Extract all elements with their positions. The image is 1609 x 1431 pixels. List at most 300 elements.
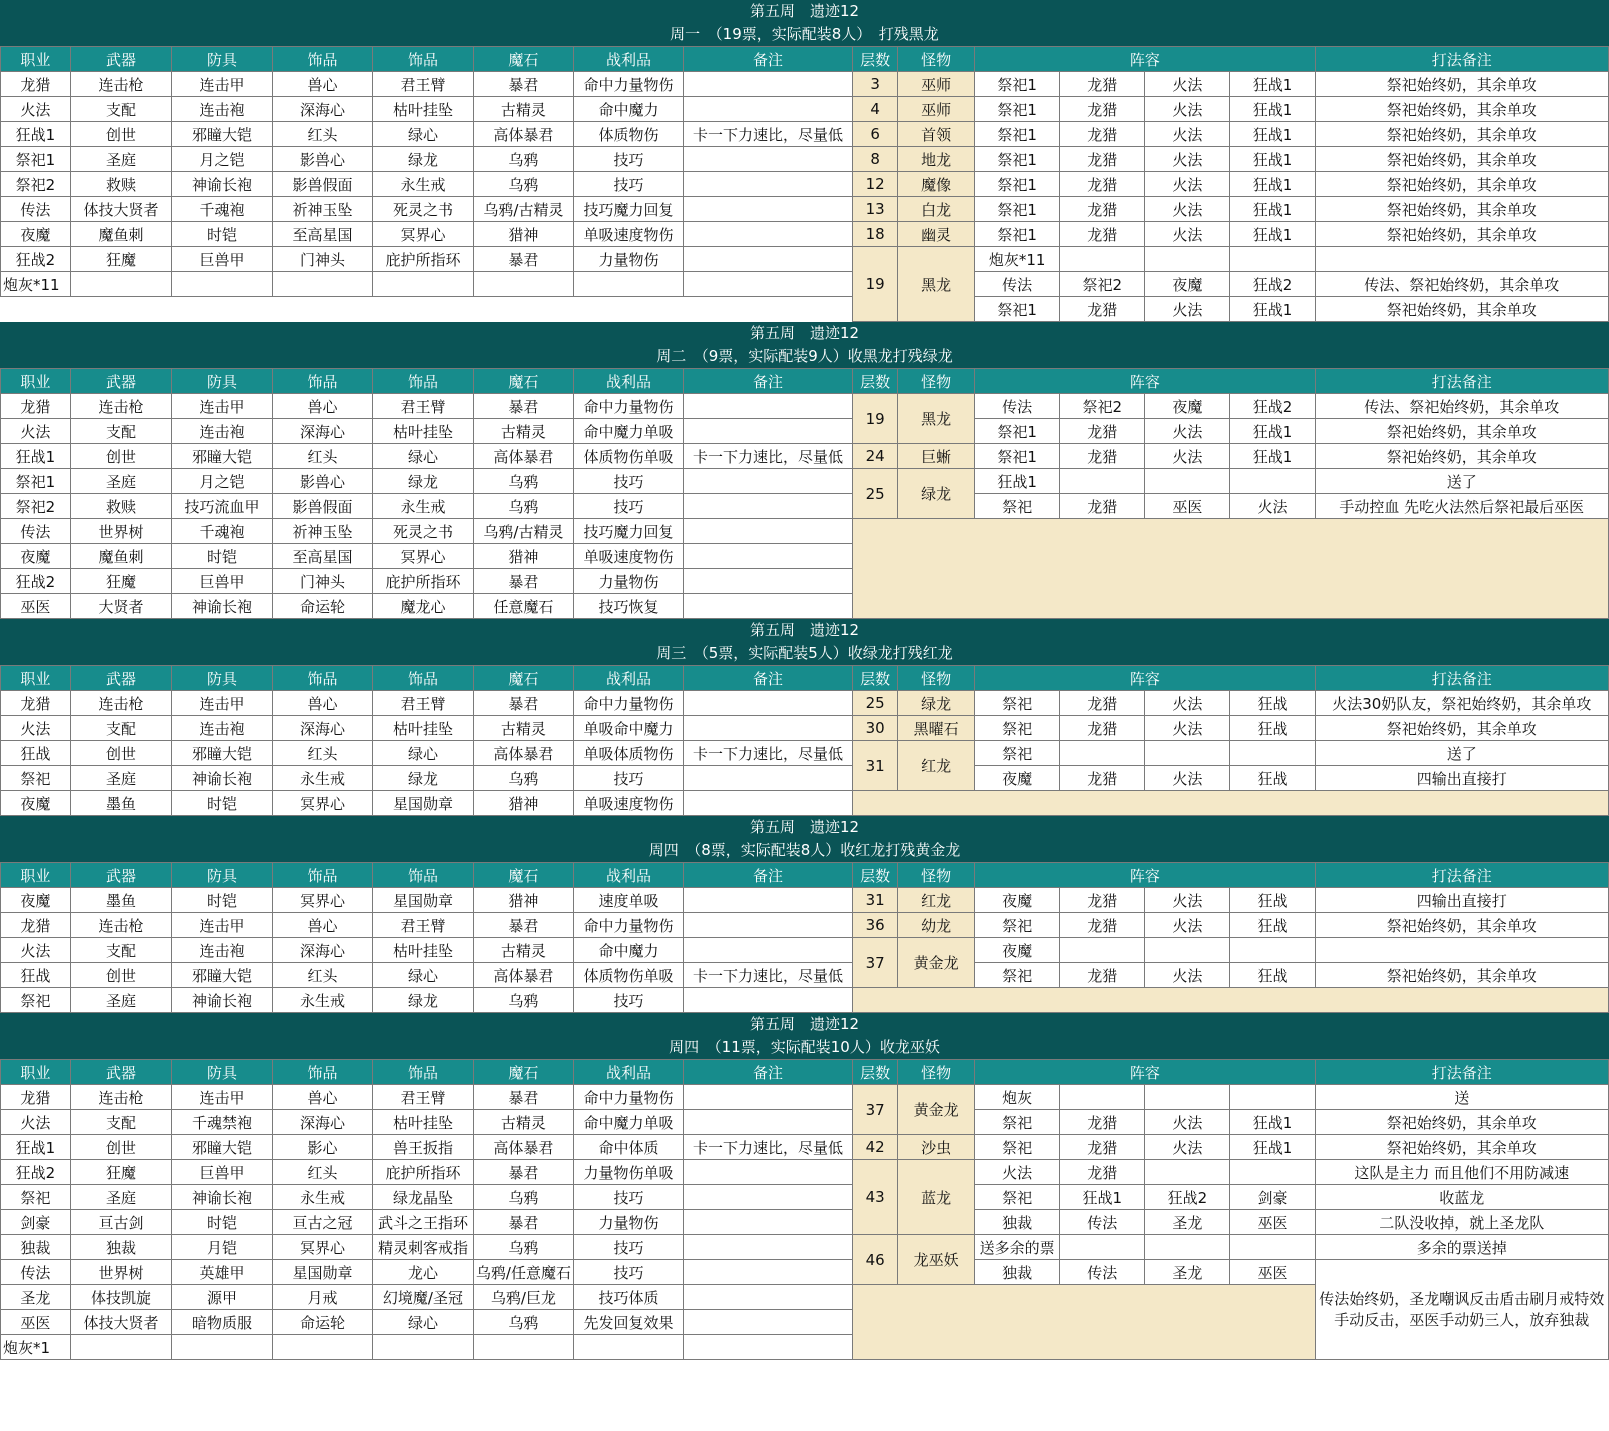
gear-cell: 永生戒	[373, 172, 473, 197]
monster-cell: 巫师	[898, 97, 975, 122]
gear-cell: 大贤者	[70, 594, 172, 619]
section-subtitle: 周一 （19票，实际配装8人） 打残黑龙	[0, 23, 1609, 46]
monster-cell: 沙虫	[898, 1135, 975, 1160]
gear-cell: 墨鱼	[70, 888, 172, 913]
gear-cell: 绿心	[373, 122, 473, 147]
role-cell: 夜魔	[1, 791, 71, 816]
table-row	[1, 1210, 1609, 1235]
column-header: 怪物	[898, 863, 975, 888]
monster-cell: 绿龙	[898, 469, 975, 519]
gear-cell: 乌鸦	[473, 147, 573, 172]
gear-cell: 力量物伤单吸	[574, 1160, 684, 1185]
tactic-note-cell: 二队没收掉，就上圣龙队	[1315, 1210, 1608, 1235]
remark-cell	[683, 691, 852, 716]
gear-cell: 源甲	[172, 1285, 272, 1310]
gear-cell: 乌鸦/古精灵	[473, 197, 573, 222]
column-header: 饰品	[272, 1060, 372, 1085]
team-member-cell: 龙猎	[1060, 147, 1145, 172]
gear-cell: 乌鸦/任意魔石	[473, 1260, 573, 1285]
remark-cell	[683, 419, 852, 444]
section-subtitle: 周二 （9票，实际配装9人）收黑龙打残绿龙	[0, 345, 1609, 368]
gear-cell: 支配	[70, 1110, 172, 1135]
gear-cell: 古精灵	[473, 97, 573, 122]
team-member-cell: 狂战1	[1230, 122, 1315, 147]
monster-cell: 龙巫妖	[898, 1235, 975, 1285]
column-header: 阵容	[975, 1060, 1315, 1085]
gear-cell: 绿龙	[373, 469, 473, 494]
gear-cell: 时铠	[172, 791, 272, 816]
gear-cell: 君王臂	[373, 691, 473, 716]
header-row	[1, 666, 1609, 691]
team-member-cell: 龙猎	[1060, 1110, 1145, 1135]
gear-cell: 连击枪	[70, 691, 172, 716]
monster-cell: 巨蜥	[898, 444, 975, 469]
column-header: 层数	[853, 47, 898, 72]
team-member-cell: 祭祀1	[975, 444, 1060, 469]
column-header: 饰品	[272, 369, 372, 394]
team-member-cell	[1230, 741, 1315, 766]
team-member-cell: 炮灰	[975, 1085, 1060, 1110]
role-cell: 夜魔	[1, 222, 71, 247]
table-row	[1, 1110, 1609, 1135]
remark-cell: 卡一下力速比，尽量低	[683, 963, 852, 988]
monster-cell: 绿龙	[898, 691, 975, 716]
team-member-cell: 龙猎	[1060, 716, 1145, 741]
team-member-cell: 火法	[1145, 1135, 1230, 1160]
gear-cell: 时铠	[172, 222, 272, 247]
team-member-cell	[1060, 741, 1145, 766]
gear-cell: 乌鸦	[473, 172, 573, 197]
tactic-note-cell: 祭祀始终奶，其余单攻	[1315, 963, 1608, 988]
gear-cell	[373, 1335, 473, 1360]
schedule-table	[0, 862, 1609, 1013]
column-header: 阵容	[975, 666, 1315, 691]
remark-cell	[683, 172, 852, 197]
table-row	[1, 419, 1609, 444]
column-header: 层数	[853, 1060, 898, 1085]
team-member-cell	[1145, 1235, 1230, 1260]
role-cell: 祭祀	[1, 1185, 71, 1210]
team-member-cell: 火法	[1145, 97, 1230, 122]
gear-cell: 庇护所指环	[373, 247, 473, 272]
team-member-cell: 龙猎	[1060, 297, 1145, 322]
gear-cell	[70, 1335, 172, 1360]
gear-cell: 邪瞳大铠	[172, 963, 272, 988]
table-row	[1, 1235, 1609, 1260]
gear-cell: 冥界心	[272, 888, 372, 913]
column-header: 层数	[853, 863, 898, 888]
column-header: 职业	[1, 666, 71, 691]
role-cell: 祭祀2	[1, 172, 71, 197]
team-member-cell	[1230, 1160, 1315, 1185]
tactic-note-cell: 祭祀始终奶，其余单攻	[1315, 444, 1608, 469]
section-subtitle: 周三 （5票，实际配装5人）收绿龙打残红龙	[0, 642, 1609, 665]
remark-cell	[683, 988, 852, 1013]
team-member-cell: 龙猎	[1060, 222, 1145, 247]
header-row	[1, 369, 1609, 394]
team-member-cell: 祭祀	[975, 741, 1060, 766]
gear-cell: 连击袍	[172, 716, 272, 741]
gear-cell: 门神头	[272, 569, 372, 594]
gear-cell: 君王臂	[373, 72, 473, 97]
team-member-cell: 火法	[1145, 419, 1230, 444]
column-header: 打法备注	[1315, 666, 1608, 691]
empty-area	[853, 519, 1609, 619]
section-title: 第五周 遗迹12	[0, 816, 1609, 839]
team-member-cell: 狂战2	[1230, 394, 1315, 419]
team-member-cell: 祭祀1	[975, 197, 1060, 222]
table-row	[1, 888, 1609, 913]
team-member-cell: 龙猎	[1060, 494, 1145, 519]
gear-cell: 红头	[272, 1160, 372, 1185]
gear-cell	[272, 1335, 372, 1360]
tactic-note-cell: 火法30奶队友，祭祀始终奶，其余单攻	[1315, 691, 1608, 716]
gear-cell: 猎神	[473, 544, 573, 569]
gear-cell: 千魂袍	[172, 519, 272, 544]
gear-cell: 深海心	[272, 419, 372, 444]
gear-cell: 深海心	[272, 97, 372, 122]
column-header: 打法备注	[1315, 369, 1608, 394]
gear-cell: 连击枪	[70, 72, 172, 97]
team-member-cell: 圣龙	[1145, 1210, 1230, 1235]
monster-cell: 黄金龙	[898, 1085, 975, 1135]
gear-cell: 连击甲	[172, 691, 272, 716]
gear-cell: 幻境魔/圣冠	[373, 1285, 473, 1310]
gear-cell: 兽心	[272, 72, 372, 97]
team-member-cell: 龙猎	[1060, 1135, 1145, 1160]
role-cell: 狂战1	[1, 444, 71, 469]
role-cell: 夜魔	[1, 544, 71, 569]
team-member-cell: 祭祀1	[975, 147, 1060, 172]
empty-area	[853, 988, 1609, 1013]
gear-cell: 邪瞳大铠	[172, 741, 272, 766]
role-cell: 狂战1	[1, 122, 71, 147]
gear-cell: 连击袍	[172, 938, 272, 963]
remark-cell	[683, 716, 852, 741]
gear-cell: 古精灵	[473, 419, 573, 444]
role-cell: 圣龙	[1, 1285, 71, 1310]
gear-cell: 命运轮	[272, 594, 372, 619]
team-member-cell: 祭祀	[975, 494, 1060, 519]
role-cell: 传法	[1, 197, 71, 222]
tactic-note-cell: 祭祀始终奶，其余单攻	[1315, 297, 1608, 322]
gear-cell: 深海心	[272, 938, 372, 963]
team-member-cell: 狂战1	[975, 469, 1060, 494]
gear-cell: 时铠	[172, 1210, 272, 1235]
floor-cell: 18	[853, 222, 898, 247]
gear-cell: 先发回复效果	[574, 1310, 684, 1335]
table-row	[1, 1260, 1609, 1285]
remark-cell	[683, 1210, 852, 1235]
gear-cell: 暴君	[473, 1160, 573, 1185]
remark-cell	[683, 1160, 852, 1185]
remark-cell	[683, 791, 852, 816]
tactic-note-cell: 送了	[1315, 469, 1608, 494]
role-cell: 炮灰*11	[1, 272, 71, 297]
gear-cell: 祈神玉坠	[272, 197, 372, 222]
column-header: 饰品	[272, 863, 372, 888]
remark-cell	[683, 469, 852, 494]
gear-cell: 体技凯旋	[70, 1285, 172, 1310]
gear-cell: 高体暴君	[473, 444, 573, 469]
gear-cell: 力量物伤	[574, 247, 684, 272]
tactic-note-cell: 祭祀始终奶，其余单攻	[1315, 716, 1608, 741]
team-member-cell: 巫医	[1230, 1260, 1315, 1285]
role-cell: 龙猎	[1, 72, 71, 97]
role-cell: 龙猎	[1, 691, 71, 716]
gear-cell: 神谕长袍	[172, 172, 272, 197]
table-row	[1, 1185, 1609, 1210]
remark-cell	[683, 544, 852, 569]
gear-cell: 猎神	[473, 222, 573, 247]
remark-cell	[683, 1260, 852, 1285]
week-section	[0, 1013, 1609, 1360]
gear-cell: 精灵刺客戒指	[373, 1235, 473, 1260]
team-member-cell: 传法	[975, 394, 1060, 419]
gear-cell: 高体暴君	[473, 741, 573, 766]
column-header: 魔石	[473, 666, 573, 691]
remark-cell	[683, 147, 852, 172]
gear-cell: 暴君	[473, 913, 573, 938]
team-member-cell: 祭祀1	[975, 122, 1060, 147]
team-member-cell: 圣龙	[1145, 1260, 1230, 1285]
gear-cell: 创世	[70, 444, 172, 469]
tactic-note-cell: 祭祀始终奶，其余单攻	[1315, 147, 1608, 172]
gear-cell: 技巧	[574, 1260, 684, 1285]
team-member-cell	[1145, 741, 1230, 766]
table-row	[1, 197, 1609, 222]
column-header: 战利品	[574, 1060, 684, 1085]
gear-cell: 千魂禁袍	[172, 1110, 272, 1135]
team-member-cell	[1230, 1235, 1315, 1260]
gear-cell: 独裁	[70, 1235, 172, 1260]
gear-cell	[70, 272, 172, 297]
team-member-cell: 传法	[1060, 1260, 1145, 1285]
tactic-note-cell: 手动控血 先吃火法然后祭祀最后巫医	[1315, 494, 1608, 519]
column-header: 打法备注	[1315, 863, 1608, 888]
team-member-cell: 夜魔	[975, 888, 1060, 913]
team-member-cell	[1145, 938, 1230, 963]
monster-cell: 魔像	[898, 172, 975, 197]
team-member-cell: 火法	[975, 1160, 1060, 1185]
gear-cell: 连击枪	[70, 394, 172, 419]
table-row	[1, 72, 1609, 97]
gear-cell: 命中力量物伤	[574, 691, 684, 716]
table-row	[1, 963, 1609, 988]
role-cell: 剑豪	[1, 1210, 71, 1235]
gear-cell: 技巧恢复	[574, 594, 684, 619]
gear-cell: 命中魔力单吸	[574, 1110, 684, 1135]
team-member-cell: 火法	[1145, 963, 1230, 988]
gear-cell: 连击枪	[70, 913, 172, 938]
role-cell: 狂战2	[1, 247, 71, 272]
gear-cell: 救赎	[70, 172, 172, 197]
gear-cell: 乌鸦	[473, 1235, 573, 1260]
team-member-cell: 祭祀1	[975, 72, 1060, 97]
gear-cell: 永生戒	[272, 988, 372, 1013]
team-member-cell: 祭祀1	[975, 172, 1060, 197]
column-header: 层数	[853, 369, 898, 394]
team-member-cell: 龙猎	[1060, 691, 1145, 716]
table-row	[1, 147, 1609, 172]
table-row	[1, 691, 1609, 716]
gear-cell: 魔龙心	[373, 594, 473, 619]
gear-cell: 时铠	[172, 544, 272, 569]
team-member-cell: 狂战	[1230, 963, 1315, 988]
team-member-cell: 祭祀	[975, 1135, 1060, 1160]
floor-cell: 6	[853, 122, 898, 147]
floor-cell: 37	[853, 1085, 898, 1135]
tactic-note-cell: 传法、祭祀始终奶，其余单攻	[1315, 272, 1608, 297]
gear-cell: 至高星国	[272, 222, 372, 247]
gear-cell: 乌鸦	[473, 1310, 573, 1335]
remark-cell	[683, 1185, 852, 1210]
gear-cell: 连击袍	[172, 419, 272, 444]
team-member-cell: 狂战1	[1060, 1185, 1145, 1210]
gear-cell: 枯叶挂坠	[373, 419, 473, 444]
gear-cell: 暴君	[473, 569, 573, 594]
team-member-cell: 火法	[1145, 122, 1230, 147]
team-member-cell	[1230, 1085, 1315, 1110]
remark-cell	[683, 1285, 852, 1310]
gear-cell: 命中魔力单吸	[574, 419, 684, 444]
role-cell: 龙猎	[1, 913, 71, 938]
remark-cell	[683, 1235, 852, 1260]
gear-cell: 绿心	[373, 963, 473, 988]
gear-cell: 绿心	[373, 741, 473, 766]
gear-cell: 创世	[70, 963, 172, 988]
gear-cell: 绿龙	[373, 988, 473, 1013]
gear-cell: 影兽心	[272, 147, 372, 172]
team-member-cell: 狂战1	[1230, 1135, 1315, 1160]
gear-cell: 技巧	[574, 494, 684, 519]
gear-cell: 支配	[70, 97, 172, 122]
gear-cell: 君王臂	[373, 913, 473, 938]
gear-cell: 绿龙	[373, 147, 473, 172]
team-member-cell: 夜魔	[975, 766, 1060, 791]
team-member-cell: 狂战1	[1230, 72, 1315, 97]
team-member-cell: 狂战2	[1145, 1185, 1230, 1210]
role-cell: 狂战	[1, 963, 71, 988]
team-member-cell: 火法	[1145, 691, 1230, 716]
column-header: 武器	[70, 369, 172, 394]
role-cell: 祭祀2	[1, 494, 71, 519]
tactic-note-cell: 祭祀始终奶，其余单攻	[1315, 913, 1608, 938]
section-subtitle: 周四 （8票，实际配装8人）收红龙打残黄金龙	[0, 839, 1609, 862]
team-member-cell: 狂战1	[1230, 172, 1315, 197]
remark-cell	[683, 766, 852, 791]
tactic-note-cell: 收蓝龙	[1315, 1185, 1608, 1210]
tactic-note-cell: 祭祀始终奶，其余单攻	[1315, 172, 1608, 197]
team-member-cell	[1230, 247, 1315, 272]
team-member-cell	[1230, 938, 1315, 963]
column-header: 怪物	[898, 1060, 975, 1085]
role-cell: 传法	[1, 1260, 71, 1285]
column-header: 阵容	[975, 863, 1315, 888]
team-member-cell: 祭祀	[975, 963, 1060, 988]
table-row	[1, 172, 1609, 197]
gear-cell: 乌鸦	[473, 469, 573, 494]
gear-cell: 神谕长袍	[172, 1185, 272, 1210]
gear-cell: 支配	[70, 938, 172, 963]
remark-cell	[683, 222, 852, 247]
gear-cell: 至高星国	[272, 544, 372, 569]
column-header: 饰品	[272, 47, 372, 72]
table-row	[1, 97, 1609, 122]
team-member-cell: 龙猎	[1060, 766, 1145, 791]
team-member-cell: 祭祀1	[975, 419, 1060, 444]
team-member-cell: 祭祀2	[1060, 394, 1145, 419]
team-member-cell: 祭祀1	[975, 222, 1060, 247]
gear-cell: 兽心	[272, 691, 372, 716]
table-row	[1, 791, 1609, 816]
section-title: 第五周 遗迹12	[0, 0, 1609, 23]
gear-cell: 星国勋章	[272, 1260, 372, 1285]
role-cell: 祭祀1	[1, 147, 71, 172]
empty-area	[853, 1285, 1315, 1360]
gear-cell: 圣庭	[70, 469, 172, 494]
gear-cell: 枯叶挂坠	[373, 716, 473, 741]
table-row	[1, 741, 1609, 766]
gear-cell: 暴君	[473, 1210, 573, 1235]
team-member-cell: 狂战1	[1230, 97, 1315, 122]
remark-cell	[683, 494, 852, 519]
team-member-cell: 狂战	[1230, 913, 1315, 938]
gear-cell: 力量物伤	[574, 1210, 684, 1235]
column-header: 打法备注	[1315, 1060, 1608, 1085]
team-member-cell	[1145, 1160, 1230, 1185]
gear-cell: 影兽假面	[272, 172, 372, 197]
gear-cell: 月铠	[172, 1235, 272, 1260]
gear-cell: 技巧魔力回复	[574, 519, 684, 544]
gear-cell: 技巧	[574, 469, 684, 494]
gear-cell: 乌鸦	[473, 766, 573, 791]
team-member-cell: 龙猎	[1060, 419, 1145, 444]
gear-cell: 命中魔力	[574, 97, 684, 122]
team-member-cell: 夜魔	[975, 938, 1060, 963]
remark-cell	[683, 197, 852, 222]
team-member-cell: 夜魔	[1145, 272, 1230, 297]
gear-cell: 狂魔	[70, 1160, 172, 1185]
week-section	[0, 0, 1609, 322]
column-header: 防具	[172, 1060, 272, 1085]
remark-cell	[683, 1085, 852, 1110]
team-member-cell: 龙猎	[1060, 913, 1145, 938]
gear-cell: 连击甲	[172, 913, 272, 938]
gear-cell	[272, 272, 372, 297]
role-cell: 巫医	[1, 594, 71, 619]
gear-cell: 乌鸦/古精灵	[473, 519, 573, 544]
table-row	[1, 716, 1609, 741]
role-cell: 火法	[1, 97, 71, 122]
gear-cell: 命中力量物伤	[574, 72, 684, 97]
header-row	[1, 1060, 1609, 1085]
monster-cell: 红龙	[898, 741, 975, 791]
gear-cell: 创世	[70, 1135, 172, 1160]
team-member-cell: 狂战	[1230, 716, 1315, 741]
table-row	[1, 247, 1609, 272]
team-member-cell: 龙猎	[1060, 888, 1145, 913]
team-member-cell: 祭祀1	[975, 297, 1060, 322]
floor-cell: 36	[853, 913, 898, 938]
tactic-note-cell: 四输出直接打	[1315, 766, 1608, 791]
column-header: 怪物	[898, 47, 975, 72]
role-cell: 龙猎	[1, 394, 71, 419]
gear-cell: 圣庭	[70, 988, 172, 1013]
gear-cell: 冥界心	[373, 544, 473, 569]
team-member-cell: 送多余的票	[975, 1235, 1060, 1260]
gear-cell: 单吸速度物伤	[574, 544, 684, 569]
